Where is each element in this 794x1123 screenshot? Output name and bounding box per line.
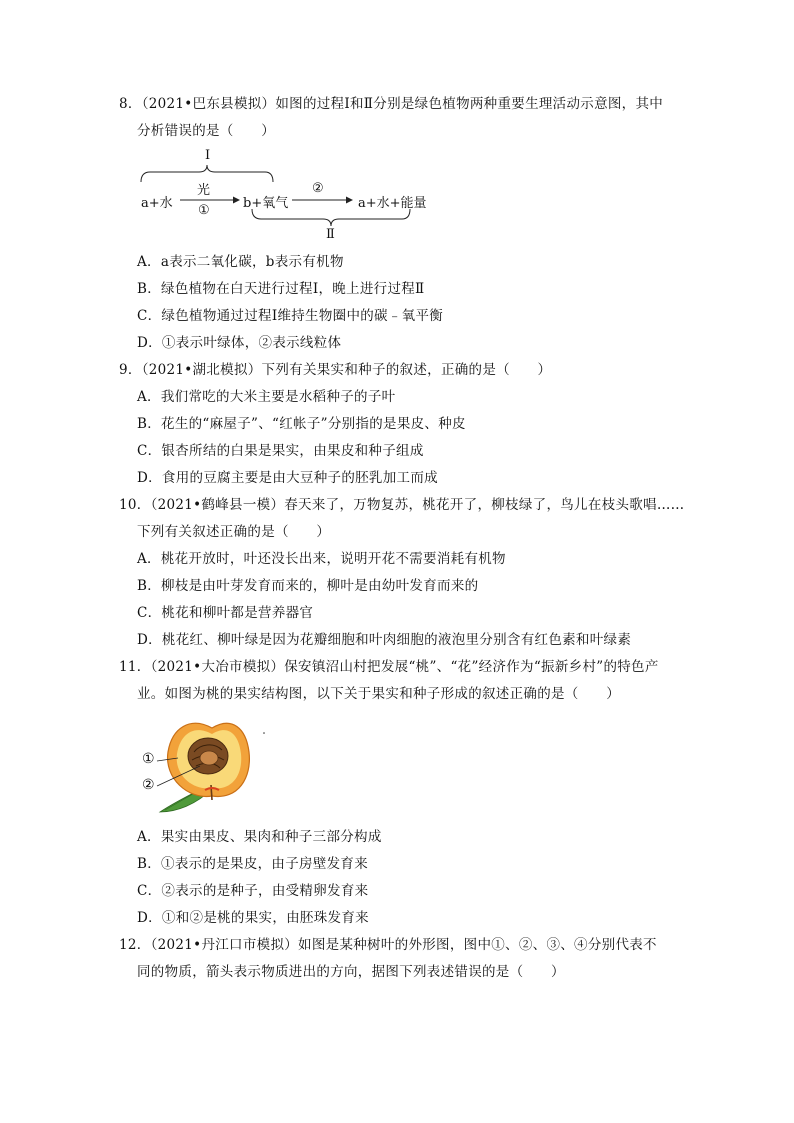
q10-option-c: C．桃花和柳叶都是营养器官 — [137, 605, 314, 621]
q10-option-d: D．桃花红、柳叶绿是因为花瓣细胞和叶肉细胞的液泡里分别含有红色素和叶绿素 — [137, 632, 632, 648]
q9-option-d: D．食用的豆腐主要是由大豆种子的胚乳加工而成 — [137, 470, 438, 486]
q8-label-process-1: Ⅰ — [205, 148, 211, 163]
q8-option-a: A．a表示二氧化碳，b表示有机物 — [137, 254, 344, 270]
q11-option-c: C．②表示的是种子，由受精卵发育来 — [137, 883, 369, 899]
q11-stem-line1: 11．（2021•大冶市模拟）保安镇沼山村把发展“桃”、“花”经济作为“振新乡村”的特色产 — [119, 659, 659, 675]
q10-stem-line2: 下列有关叙述正确的是（ ） — [137, 524, 331, 540]
peach-label-2: ② — [142, 777, 155, 793]
q8-reactant-left: a+水 — [141, 196, 173, 211]
q8-option-b: B．绿色植物在白天进行过程Ⅰ，晚上进行过程Ⅱ — [137, 281, 425, 297]
q12-stem-line2: 同的物质，箭头表示物质进出的方向，据图下列表述错误的是（ ） — [137, 964, 565, 980]
q8-step2-label: ② — [312, 181, 324, 196]
q12-stem-line1: 12．（2021•丹江口市模拟）如图是某种树叶的外形图，图中①、②、③、④分别代表不 — [119, 937, 657, 953]
q8-step1-label: ① — [198, 203, 210, 218]
q9-option-c: C．银杏所结的白果是果实，由果皮和种子组成 — [137, 443, 424, 459]
q9-option-a: A．我们常吃的大米主要是水稻种子的子叶 — [137, 389, 396, 405]
q8-option-c: C．绿色植物通过过程Ⅰ维持生物圈中的碳﹣氧平衡 — [137, 308, 444, 324]
q11-option-d: D．①和②是桃的果实，由胚珠发育来 — [137, 910, 369, 926]
q8-light-label: 光 — [197, 183, 211, 198]
q8-intermediate: b+氧气 — [243, 196, 289, 211]
peach-label-1: ① — [142, 751, 155, 767]
q10-stem-line1: 10．（2021•鹤峰县一模）春天来了，万物复苏，桃花开了，柳枝绿了，鸟儿在枝头歌唱…… — [119, 497, 685, 513]
q8-stem-line2: 分析错误的是（ ） — [137, 123, 275, 139]
q9-stem-line1: 9．（2021•湖北模拟）下列有关果实和种子的叙述，正确的是（ ） — [119, 362, 552, 378]
q11-option-a: A．果实由果皮、果肉和种子三部分构成 — [137, 829, 382, 845]
q8-product-right: a+水+能量 — [358, 196, 427, 211]
q8-label-process-2: Ⅱ — [326, 227, 335, 242]
q11-stem-line2: 业。如图为桃的果实结构图，以下关于果实和种子形成的叙述正确的是（ ） — [137, 686, 620, 702]
q8-option-d: D．①表示叶绿体，②表示线粒体 — [137, 335, 342, 351]
q8-stem-line1: 8．（2021•巴东县模拟）如图的过程Ⅰ和Ⅱ分别是绿色植物两种重要生理活动示意图，其中 — [119, 96, 664, 112]
q10-option-a: A．桃花开放时，叶还没长出来，说明开花不需要消耗有机物 — [137, 551, 506, 567]
q11-option-b: B．①表示的是果皮，由子房壁发育来 — [137, 856, 369, 872]
q10-option-b: B．柳枝是由叶芽发育而来的，柳叶是由幼叶发育而来的 — [137, 578, 479, 594]
q9-option-b: B．花生的“麻屋子”、“红帐子”分别指的是果皮、种皮 — [137, 416, 466, 432]
